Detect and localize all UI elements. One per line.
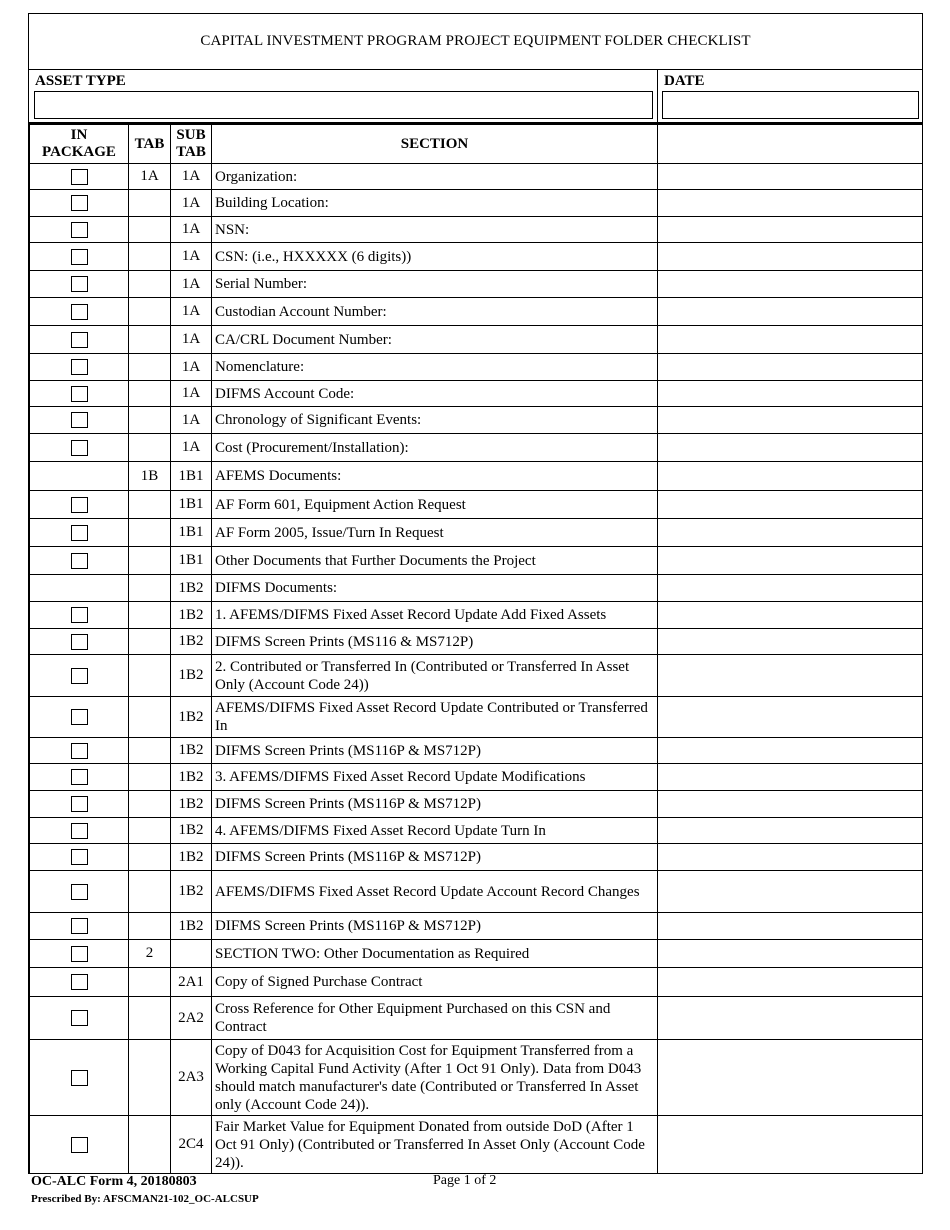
table-row	[30, 298, 923, 326]
sub-tab-cell: 1A	[171, 407, 212, 434]
in-package-cell	[30, 217, 129, 243]
notes-cell[interactable]	[658, 547, 923, 575]
in-package-checkbox[interactable]	[71, 974, 88, 990]
sub-tab-cell: 1B2	[171, 738, 212, 764]
in-package-cell	[30, 997, 129, 1040]
prescribed-by: Prescribed By: AFSCMAN21-102_OC-ALCSUP	[31, 1193, 259, 1205]
notes-cell[interactable]	[658, 381, 923, 407]
tab-cell	[129, 997, 171, 1040]
col-sub-tab-header: SUB TAB	[171, 125, 212, 164]
sub-tab-cell: 1B1	[171, 491, 212, 519]
table-row	[30, 940, 923, 968]
notes-cell[interactable]	[658, 913, 923, 940]
in-package-checkbox[interactable]	[71, 1137, 88, 1153]
in-package-checkbox[interactable]	[71, 668, 88, 684]
sub-tab-cell: 1A	[171, 381, 212, 407]
table-row	[30, 434, 923, 462]
table-row	[30, 738, 923, 764]
tab-cell	[129, 575, 171, 602]
table-row	[30, 818, 923, 844]
table-row	[30, 381, 923, 407]
sub-tab-cell: 1A	[171, 326, 212, 354]
section-cell: DIFMS Account Code:	[212, 381, 658, 407]
in-package-cell	[30, 491, 129, 519]
notes-cell[interactable]	[658, 434, 923, 462]
tab-cell	[129, 791, 171, 818]
checklist-form	[28, 13, 923, 1174]
sub-tab-cell: 1A	[171, 190, 212, 217]
in-package-cell	[30, 818, 129, 844]
sub-tab-cell: 1A	[171, 164, 212, 190]
table-row	[30, 462, 923, 491]
checklist-table	[29, 124, 923, 1174]
table-row	[30, 602, 923, 629]
in-package-cell	[30, 940, 129, 968]
notes-cell[interactable]	[658, 1040, 923, 1116]
table-row	[30, 190, 923, 217]
in-package-cell	[30, 519, 129, 547]
form-id: OC-ALC Form 4, 20180803	[31, 1174, 197, 1189]
tab-cell	[129, 354, 171, 381]
notes-cell[interactable]	[658, 519, 923, 547]
in-package-cell	[30, 791, 129, 818]
notes-cell[interactable]	[658, 997, 923, 1040]
sub-tab-cell: 2A2	[171, 997, 212, 1040]
sub-tab-cell: 2C4	[171, 1116, 212, 1174]
section-cell: Copy of Signed Purchase Contract	[212, 968, 658, 997]
in-package-cell	[30, 271, 129, 298]
notes-cell[interactable]	[658, 818, 923, 844]
in-package-checkbox[interactable]	[71, 304, 88, 320]
sub-tab-cell: 1B1	[171, 547, 212, 575]
table-row	[30, 407, 923, 434]
section-cell: Cross Reference for Other Equipment Purchased on this CSN and Contract	[212, 997, 658, 1040]
in-package-checkbox[interactable]	[71, 195, 88, 211]
sub-tab-cell: 1B2	[171, 764, 212, 791]
in-package-cell	[30, 764, 129, 791]
in-package-checkbox[interactable]	[71, 440, 88, 456]
in-package-checkbox[interactable]	[71, 709, 88, 725]
in-package-cell	[30, 575, 129, 602]
notes-cell[interactable]	[658, 326, 923, 354]
section-cell: Organization:	[212, 164, 658, 190]
table-row	[30, 655, 923, 697]
notes-cell[interactable]	[658, 407, 923, 434]
in-package-checkbox[interactable]	[71, 849, 88, 865]
in-package-cell	[30, 968, 129, 997]
sub-tab-cell: 1B2	[171, 791, 212, 818]
asset-type-input[interactable]	[34, 91, 653, 119]
tab-cell	[129, 844, 171, 871]
section-cell: NSN:	[212, 217, 658, 243]
table-row	[30, 271, 923, 298]
table-row	[30, 913, 923, 940]
in-package-cell	[30, 655, 129, 697]
notes-cell[interactable]	[658, 1116, 923, 1174]
table-row	[30, 354, 923, 381]
in-package-checkbox[interactable]	[71, 796, 88, 812]
table-row	[30, 547, 923, 575]
notes-cell[interactable]	[658, 629, 923, 655]
section-cell: SECTION TWO: Other Documentation as Required	[212, 940, 658, 968]
in-package-checkbox[interactable]	[71, 769, 88, 785]
section-cell: AFEMS/DIFMS Fixed Asset Record Update Contributed or Transferred In	[212, 697, 658, 738]
sub-tab-cell: 1A	[171, 354, 212, 381]
notes-cell[interactable]	[658, 271, 923, 298]
tab-cell	[129, 243, 171, 271]
in-package-checkbox[interactable]	[71, 634, 88, 650]
tab-cell	[129, 738, 171, 764]
notes-cell[interactable]	[658, 462, 923, 491]
notes-cell[interactable]	[658, 844, 923, 871]
in-package-cell	[30, 243, 129, 271]
page-number: Page 1 of 2	[433, 1173, 497, 1188]
table-header-row	[30, 125, 923, 164]
section-cell: AF Form 2005, Issue/Turn In Request	[212, 519, 658, 547]
section-cell: Building Location:	[212, 190, 658, 217]
table-row	[30, 164, 923, 190]
notes-cell[interactable]	[658, 871, 923, 913]
section-cell: DIFMS Screen Prints (MS116P & MS712P)	[212, 913, 658, 940]
in-package-cell	[30, 434, 129, 462]
section-cell: CSN: (i.e., HXXXXX (6 digits))	[212, 243, 658, 271]
tab-cell	[129, 764, 171, 791]
tab-cell	[129, 519, 171, 547]
sub-tab-cell: 1A	[171, 243, 212, 271]
section-cell: CA/CRL Document Number:	[212, 326, 658, 354]
section-cell: Chronology of Significant Events:	[212, 407, 658, 434]
section-cell: Other Documents that Further Documents the Project	[212, 547, 658, 575]
tab-cell	[129, 697, 171, 738]
section-cell: 3. AFEMS/DIFMS Fixed Asset Record Update Modifications	[212, 764, 658, 791]
in-package-checkbox[interactable]	[71, 222, 88, 238]
in-package-checkbox[interactable]	[71, 743, 88, 759]
sub-tab-cell: 1B2	[171, 871, 212, 913]
table-row	[30, 697, 923, 738]
in-package-checkbox[interactable]	[71, 412, 88, 428]
in-package-cell	[30, 326, 129, 354]
in-package-checkbox[interactable]	[71, 553, 88, 569]
sub-tab-cell: 1A	[171, 271, 212, 298]
table-row	[30, 871, 923, 913]
notes-cell[interactable]	[658, 298, 923, 326]
col-section-header: SECTION	[212, 125, 658, 164]
table-row	[30, 575, 923, 602]
in-package-checkbox[interactable]	[71, 1010, 88, 1026]
tab-cell: 1A	[129, 164, 171, 190]
in-package-checkbox[interactable]	[71, 607, 88, 623]
in-package-cell	[30, 298, 129, 326]
section-cell: Fair Market Value for Equipment Donated from outside DoD (After 1 Oct 91 Only) (Contributed or Transferred In Asset Only (Account Code 24)).	[212, 1116, 658, 1174]
notes-cell[interactable]	[658, 190, 923, 217]
notes-cell[interactable]	[658, 491, 923, 519]
section-cell: 1. AFEMS/DIFMS Fixed Asset Record Update Add Fixed Assets	[212, 602, 658, 629]
in-package-cell	[30, 1040, 129, 1116]
form-title: CAPITAL INVESTMENT PROGRAM PROJECT EQUIPMENT FOLDER CHECKLIST	[29, 14, 922, 70]
tab-cell	[129, 326, 171, 354]
tab-cell	[129, 818, 171, 844]
section-cell: Copy of D043 for Acquisition Cost for Equipment Transferred from a Working Capital Fund Activity (After 1 Oct 91 Only). Data from D043 should match manufacturer's date (Contributed or Transferred In Asset only (Account Code 24)).	[212, 1040, 658, 1116]
table-row	[30, 1116, 923, 1174]
tab-cell: 1B	[129, 462, 171, 491]
sub-tab-cell: 1A	[171, 298, 212, 326]
notes-cell[interactable]	[658, 243, 923, 271]
tab-cell	[129, 1116, 171, 1174]
sub-tab-cell: 1B2	[171, 575, 212, 602]
tab-cell	[129, 1040, 171, 1116]
tab-cell: 2	[129, 940, 171, 968]
notes-cell[interactable]	[658, 697, 923, 738]
section-cell: DIFMS Documents:	[212, 575, 658, 602]
section-cell: DIFMS Screen Prints (MS116P & MS712P)	[212, 791, 658, 818]
tab-cell	[129, 434, 171, 462]
in-package-cell	[30, 697, 129, 738]
section-cell: Custodian Account Number:	[212, 298, 658, 326]
in-package-cell	[30, 629, 129, 655]
in-package-checkbox[interactable]	[71, 1070, 88, 1086]
sub-tab-cell: 1A	[171, 434, 212, 462]
section-cell: AFEMS Documents:	[212, 462, 658, 491]
section-cell: AFEMS/DIFMS Fixed Asset Record Update Account Record Changes	[212, 871, 658, 913]
section-cell: AF Form 601, Equipment Action Request	[212, 491, 658, 519]
tab-cell	[129, 629, 171, 655]
tab-cell	[129, 655, 171, 697]
asset-type-label: ASSET TYPE	[35, 73, 126, 89]
in-package-cell	[30, 1116, 129, 1174]
sub-tab-cell: 1B2	[171, 844, 212, 871]
in-package-cell	[30, 602, 129, 629]
col-notes-header	[658, 125, 923, 164]
in-package-checkbox[interactable]	[71, 276, 88, 292]
in-package-checkbox[interactable]	[71, 946, 88, 962]
asset-type-cell	[29, 70, 658, 122]
notes-cell[interactable]	[658, 738, 923, 764]
table-row	[30, 243, 923, 271]
table-row	[30, 629, 923, 655]
in-package-cell	[30, 190, 129, 217]
notes-cell[interactable]	[658, 791, 923, 818]
tab-cell	[129, 547, 171, 575]
sub-tab-cell: 1B2	[171, 818, 212, 844]
in-package-cell	[30, 738, 129, 764]
in-package-cell	[30, 407, 129, 434]
table-row	[30, 997, 923, 1040]
tab-cell	[129, 298, 171, 326]
tab-cell	[129, 407, 171, 434]
header-row	[29, 70, 922, 124]
sub-tab-cell: 1B2	[171, 629, 212, 655]
sub-tab-cell: 2A1	[171, 968, 212, 997]
table-row	[30, 764, 923, 791]
in-package-checkbox[interactable]	[71, 386, 88, 402]
section-cell: DIFMS Screen Prints (MS116P & MS712P)	[212, 844, 658, 871]
section-cell: Cost (Procurement/Installation):	[212, 434, 658, 462]
table-row	[30, 326, 923, 354]
in-package-cell	[30, 913, 129, 940]
col-in-package-header: IN PACKAGE	[30, 125, 129, 164]
tab-cell	[129, 968, 171, 997]
tab-cell	[129, 271, 171, 298]
in-package-cell	[30, 164, 129, 190]
in-package-checkbox[interactable]	[71, 884, 88, 900]
in-package-cell	[30, 381, 129, 407]
in-package-checkbox[interactable]	[71, 249, 88, 265]
table-row	[30, 844, 923, 871]
tab-cell	[129, 381, 171, 407]
section-cell: 4. AFEMS/DIFMS Fixed Asset Record Update Turn In	[212, 818, 658, 844]
section-cell: DIFMS Screen Prints (MS116 & MS712P)	[212, 629, 658, 655]
tab-cell	[129, 602, 171, 629]
table-row	[30, 519, 923, 547]
in-package-cell	[30, 462, 129, 491]
date-label: DATE	[664, 73, 705, 89]
in-package-checkbox[interactable]	[71, 525, 88, 541]
tab-cell	[129, 217, 171, 243]
section-cell: Nomenclature:	[212, 354, 658, 381]
date-cell	[658, 70, 922, 122]
section-cell: Serial Number:	[212, 271, 658, 298]
notes-cell[interactable]	[658, 940, 923, 968]
tab-cell	[129, 190, 171, 217]
sub-tab-cell: 1B1	[171, 462, 212, 491]
sub-tab-cell: 1A	[171, 217, 212, 243]
in-package-cell	[30, 354, 129, 381]
sub-tab-cell: 1B2	[171, 913, 212, 940]
in-package-cell	[30, 844, 129, 871]
sub-tab-cell: 1B2	[171, 697, 212, 738]
table-row	[30, 968, 923, 997]
tab-cell	[129, 491, 171, 519]
table-row	[30, 791, 923, 818]
notes-cell[interactable]	[658, 968, 923, 997]
table-row	[30, 491, 923, 519]
sub-tab-cell: 1B2	[171, 655, 212, 697]
sub-tab-cell	[171, 940, 212, 968]
notes-cell[interactable]	[658, 764, 923, 791]
sub-tab-cell: 2A3	[171, 1040, 212, 1116]
col-tab-header: TAB	[129, 125, 171, 164]
in-package-checkbox[interactable]	[71, 169, 88, 185]
notes-cell[interactable]	[658, 217, 923, 243]
in-package-cell	[30, 547, 129, 575]
notes-cell[interactable]	[658, 354, 923, 381]
tab-cell	[129, 913, 171, 940]
sub-tab-cell: 1B2	[171, 602, 212, 629]
section-cell: 2. Contributed or Transferred In (Contributed or Transferred In Asset Only (Account Code 24))	[212, 655, 658, 697]
in-package-cell	[30, 871, 129, 913]
in-package-checkbox[interactable]	[71, 359, 88, 375]
in-package-checkbox[interactable]	[71, 497, 88, 513]
in-package-checkbox[interactable]	[71, 823, 88, 839]
section-cell: DIFMS Screen Prints (MS116P & MS712P)	[212, 738, 658, 764]
table-row	[30, 1040, 923, 1116]
notes-cell[interactable]	[658, 655, 923, 697]
sub-tab-cell: 1B1	[171, 519, 212, 547]
notes-cell[interactable]	[658, 164, 923, 190]
notes-cell[interactable]	[658, 602, 923, 629]
date-input[interactable]	[662, 91, 919, 119]
in-package-checkbox[interactable]	[71, 918, 88, 934]
in-package-checkbox[interactable]	[71, 332, 88, 348]
tab-cell	[129, 871, 171, 913]
table-row	[30, 217, 923, 243]
notes-cell[interactable]	[658, 575, 923, 602]
